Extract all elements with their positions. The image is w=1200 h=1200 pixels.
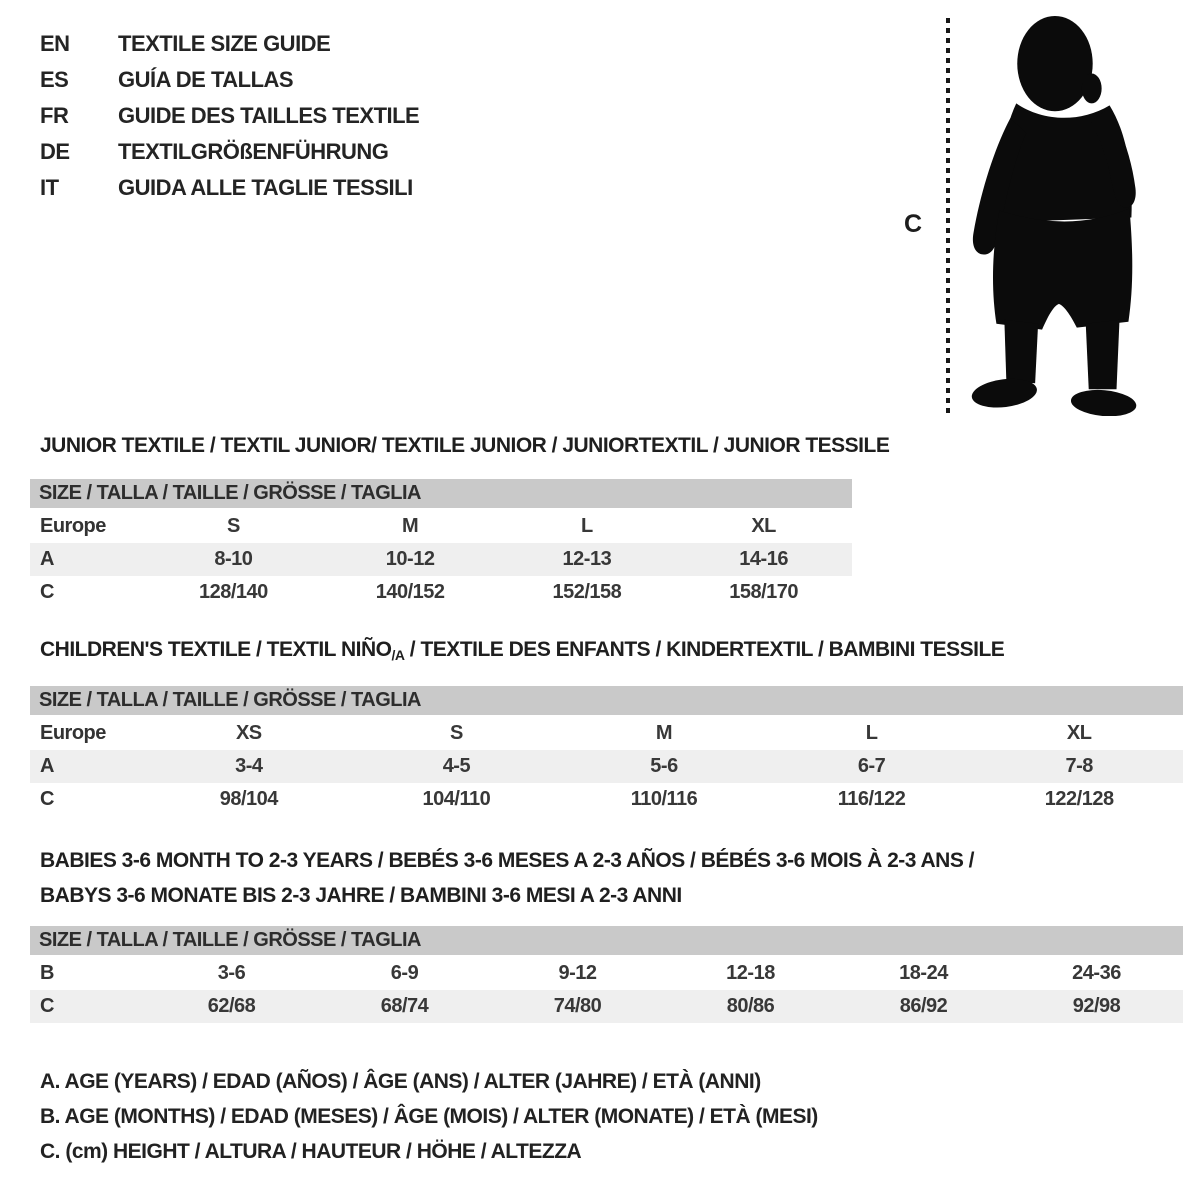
language-row <box>40 98 419 134</box>
table-row-height <box>30 783 1183 816</box>
table-row-height <box>30 990 1183 1023</box>
value-cell: 7-8 <box>1065 755 1093 777</box>
value-cell: 92/98 <box>1072 995 1121 1017</box>
language-title: TEXTILE SIZE GUIDE <box>118 31 331 56</box>
language-row <box>40 62 419 98</box>
legend-line-b: B. AGE (MONTHS) / EDAD (MESES) / ÂGE (MOIS) / ALTER (MONATE) / ETÀ (MESI) <box>40 1105 818 1128</box>
value-cell: 122/128 <box>1044 788 1114 810</box>
value-cell: 3-4 <box>235 755 263 777</box>
size-cell: M <box>655 722 673 744</box>
legend <box>40 1064 818 1169</box>
region-label: Europe <box>40 515 106 537</box>
language-row <box>40 26 419 62</box>
value-cell: 4-5 <box>442 755 471 777</box>
value-cell: 152/158 <box>552 581 622 603</box>
legend-line-c: C. (cm) HEIGHT / ALTURA / HAUTEUR / HÖHE / ALTEZZA <box>40 1140 582 1163</box>
value-cell: 8-10 <box>214 548 253 570</box>
table-row-age <box>30 750 1183 783</box>
row-key: C <box>40 581 54 603</box>
value-cell: 6-7 <box>857 755 886 777</box>
babies-heading-line2: BABYS 3-6 MONATE BIS 2-3 JAHRE / BAMBINI 3-6 MESI A 2-3 ANNI <box>40 884 682 907</box>
table-row-sizes <box>30 510 852 543</box>
babies-heading-line1: BABIES 3-6 MONTH TO 2-3 YEARS / BEBÉS 3-6 MESES A 2-3 AÑOS / BÉBÉS 3-6 MOIS À 2-3 ANS / <box>40 849 975 872</box>
table-row-months <box>30 957 1183 990</box>
height-measure-label: C <box>904 210 923 238</box>
language-code: FR <box>40 103 69 128</box>
value-cell: 140/152 <box>375 581 445 603</box>
babies-size-table <box>30 926 1183 1023</box>
value-cell: 158/170 <box>729 581 799 603</box>
value-cell: 10-12 <box>385 548 435 570</box>
size-bar: SIZE / TALLA / TAILLE / GRÖSSE / TAGLIA <box>30 686 1183 717</box>
value-cell: 18-24 <box>899 962 948 984</box>
row-key: A <box>40 548 54 570</box>
language-code: ES <box>40 67 69 92</box>
language-code: IT <box>40 175 59 200</box>
value-cell: 12-18 <box>726 962 775 984</box>
children-heading-text: CHILDREN'S TEXTILE / TEXTIL NIÑO <box>40 638 392 661</box>
row-key: C <box>40 995 54 1017</box>
children-heading-subscript: /A <box>391 647 405 663</box>
size-cell: S <box>449 722 463 744</box>
legend-line-a: A. AGE (YEARS) / EDAD (AÑOS) / ÂGE (ANS) / ALTER (JAHRE) / ETÀ (ANNI) <box>40 1070 761 1093</box>
value-cell: 98/104 <box>219 788 278 810</box>
language-title-block <box>40 26 419 206</box>
value-cell: 128/140 <box>198 581 268 603</box>
row-key: B <box>40 962 54 984</box>
language-title: GUIDE DES TAILLES TEXTILE <box>118 103 420 128</box>
size-bar: SIZE / TALLA / TAILLE / GRÖSSE / TAGLIA <box>30 926 1183 957</box>
value-cell: 5-6 <box>650 755 678 777</box>
children-heading-text: / TEXTILE DES ENFANTS / KINDERTEXTIL / BAMBINI TESSILE <box>404 638 1005 661</box>
language-title: TEXTILGRÖßENFÜHRUNG <box>118 139 389 164</box>
value-cell: 74/80 <box>553 995 602 1017</box>
value-cell: 68/74 <box>380 995 429 1017</box>
region-label: Europe <box>40 722 106 744</box>
junior-size-table <box>30 479 852 609</box>
table-row-age <box>30 543 852 576</box>
value-cell: 6-9 <box>390 962 419 984</box>
value-cell: 110/116 <box>630 788 698 810</box>
size-cell: XL <box>1066 722 1092 744</box>
language-code: EN <box>40 31 70 56</box>
children-section-heading <box>40 638 1004 663</box>
language-row <box>40 170 419 206</box>
row-key: C <box>40 788 54 810</box>
height-measure-dashed-line <box>946 18 950 416</box>
size-bar: SIZE / TALLA / TAILLE / GRÖSSE / TAGLIA <box>30 479 852 510</box>
toddler-silhouette-icon <box>962 14 1142 421</box>
language-title: GUIDA ALLE TAGLIE TESSILI <box>118 175 413 200</box>
value-cell: 80/86 <box>726 995 775 1017</box>
value-cell: 62/68 <box>207 995 256 1017</box>
value-cell: 86/92 <box>899 995 948 1017</box>
language-row <box>40 134 419 170</box>
value-cell: 3-6 <box>217 962 246 984</box>
value-cell: 24-36 <box>1072 962 1121 984</box>
value-cell: 14-16 <box>739 548 788 570</box>
table-row-height <box>30 576 852 609</box>
children-size-table <box>30 686 1183 816</box>
table-row-sizes <box>30 717 1183 750</box>
language-code: DE <box>40 139 70 164</box>
row-key: A <box>40 755 54 777</box>
size-cell: XS <box>235 722 262 744</box>
value-cell: 116/122 <box>837 788 906 810</box>
babies-section-heading <box>40 843 974 913</box>
value-cell: 104/110 <box>422 788 491 810</box>
size-cell: M <box>402 515 419 537</box>
value-cell: 12-13 <box>562 548 612 570</box>
junior-section-heading: JUNIOR TEXTILE / TEXTIL JUNIOR/ TEXTILE JUNIOR / JUNIORTEXTIL / JUNIOR TESSILE <box>40 434 890 457</box>
size-cell: S <box>226 515 240 537</box>
language-title: GUÍA DE TALLAS <box>118 67 294 92</box>
size-cell: L <box>865 722 878 744</box>
size-cell: XL <box>751 515 776 537</box>
size-cell: L <box>581 515 593 537</box>
value-cell: 9-12 <box>558 962 597 984</box>
